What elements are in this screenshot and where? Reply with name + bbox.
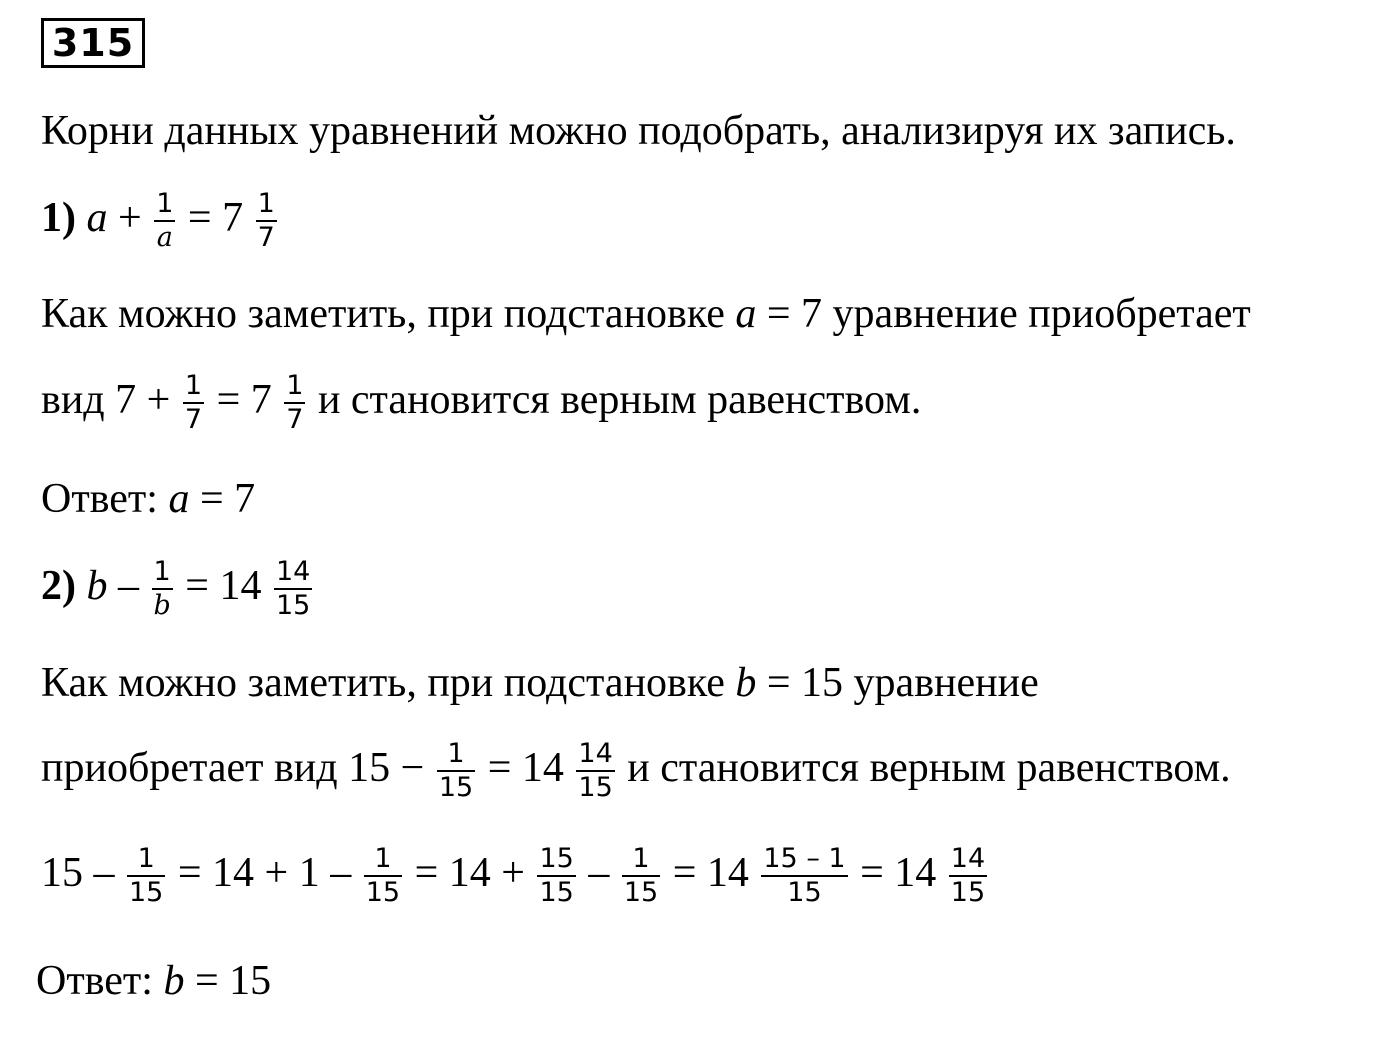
part1-explanation-text: Как можно заметить, при подстановке — [41, 291, 725, 337]
part1-whole: 7 — [222, 194, 244, 241]
part1-line2-fraction2-numerator: 1 — [284, 372, 305, 404]
part2-label: 2) — [41, 562, 76, 609]
part1-var: a — [86, 194, 108, 241]
part2-rhs-fraction — [274, 558, 312, 621]
part1-fraction-denominator: a — [156, 222, 173, 254]
part2-answer-label: Ответ: — [36, 958, 153, 1004]
part1-explanation-var: a — [735, 291, 757, 337]
part2-answer-var: b — [163, 958, 185, 1004]
part1-op: + — [118, 194, 142, 241]
part1-answer-rest: = 7 — [199, 476, 256, 522]
part1-line2-fraction-denominator: 7 — [184, 404, 203, 436]
comp-fraction4 — [622, 845, 660, 908]
part1-line2-prefix: вид 7 + — [41, 376, 171, 423]
part1-label: 1) — [41, 194, 76, 241]
part2-explanation-rest: = 15 уравнение — [766, 660, 1039, 706]
part2-fraction — [152, 558, 173, 621]
part1-fraction-numerator: 1 — [154, 190, 175, 222]
part2-answer — [36, 960, 271, 1002]
part1-explanation-line2 — [41, 372, 921, 435]
part1-line2-fraction2-denominator: 7 — [286, 404, 304, 436]
comp-fraction5 — [761, 845, 847, 908]
part2-line2-fraction-denominator: 15 — [438, 772, 474, 804]
part1-rhs-numerator: 1 — [256, 190, 277, 222]
part2-var: b — [86, 562, 108, 609]
comp-fraction2-denominator: 15 — [365, 877, 401, 909]
part2-explanation-var: b — [735, 660, 757, 706]
part2-line2-fraction2-denominator: 15 — [578, 772, 613, 804]
part1-line2-mid: = 7 — [216, 376, 272, 423]
comp-fraction3-numerator: 15 — [537, 845, 575, 877]
part2-equation — [41, 558, 314, 621]
part2-answer-rest: = 15 — [194, 958, 272, 1004]
part2-explanation-line1 — [41, 662, 1039, 704]
comp-fraction4-numerator: 1 — [622, 845, 660, 877]
part1-fraction — [154, 190, 175, 253]
comp-fraction1-numerator: 1 — [127, 845, 165, 877]
part1-explanation-line1 — [41, 293, 1251, 335]
part1-explanation-rest: = 7 уравнение приобретает — [766, 291, 1251, 337]
comp-term1: 15 – — [41, 849, 115, 896]
comp-term3: = 14 + — [414, 849, 525, 896]
part1-rhs-denominator: 7 — [257, 222, 275, 254]
part1-line2-fraction-numerator: 1 — [183, 372, 204, 404]
part2-line2-suffix: и становится верным равенством. — [627, 744, 1231, 791]
comp-fraction6-numerator: 14 — [949, 845, 987, 877]
comp-term4: – — [588, 849, 610, 896]
part2-op: – — [118, 562, 139, 609]
comp-fraction3-denominator: 15 — [539, 877, 574, 909]
part2-rhs-numerator: 14 — [274, 558, 312, 590]
comp-fraction6-denominator: 15 — [950, 877, 986, 909]
part2-eq: = 14 — [185, 562, 262, 609]
part1-line2-fraction2 — [284, 372, 305, 435]
comp-fraction4-denominator: 15 — [623, 877, 659, 909]
part2-explanation-line2 — [41, 740, 1231, 803]
part2-line2-prefix: приобретает вид 15 − — [41, 744, 425, 791]
part1-line2-suffix: и становится верным равенством. — [317, 376, 922, 423]
comp-term2: = 14 + 1 – — [177, 849, 352, 896]
comp-fraction2 — [364, 845, 402, 908]
part1-answer-var: a — [168, 476, 190, 522]
part2-fraction-numerator: 1 — [152, 558, 173, 590]
comp-fraction5-denominator: 15 — [787, 877, 822, 909]
comp-fraction2-numerator: 1 — [364, 845, 402, 877]
comp-term6: = 14 — [860, 849, 937, 896]
comp-fraction1-denominator: 15 — [129, 877, 164, 909]
part2-line2-fraction — [437, 740, 475, 803]
comp-term5: = 14 — [672, 849, 749, 896]
part2-line2-mid: = 14 — [487, 744, 564, 791]
part2-explanation-text: Как можно заметить, при подстановке — [41, 660, 725, 706]
comp-fraction6 — [949, 845, 987, 908]
part2-rhs-denominator: 15 — [275, 590, 311, 622]
part1-answer — [41, 478, 255, 520]
comp-fraction1 — [127, 845, 165, 908]
problem-number: 315 — [41, 18, 145, 68]
part1-answer-label: Ответ: — [41, 476, 158, 522]
part1-eq: = — [187, 194, 212, 241]
intro-text: Корни данных уравнений можно подобрать, анализируя их запись. — [41, 108, 1236, 154]
part2-computation — [41, 845, 989, 908]
part2-fraction-denominator: b — [153, 590, 171, 622]
part2-line2-fraction2-numerator: 14 — [576, 740, 614, 772]
comp-fraction3 — [537, 845, 575, 908]
part1-rhs-fraction — [256, 190, 277, 253]
part1-equation — [41, 190, 279, 253]
part2-line2-fraction2 — [576, 740, 614, 803]
part2-line2-fraction-numerator: 1 — [437, 740, 475, 772]
part1-line2-fraction — [183, 372, 204, 435]
comp-fraction5-numerator: 15 – 1 — [761, 845, 847, 877]
